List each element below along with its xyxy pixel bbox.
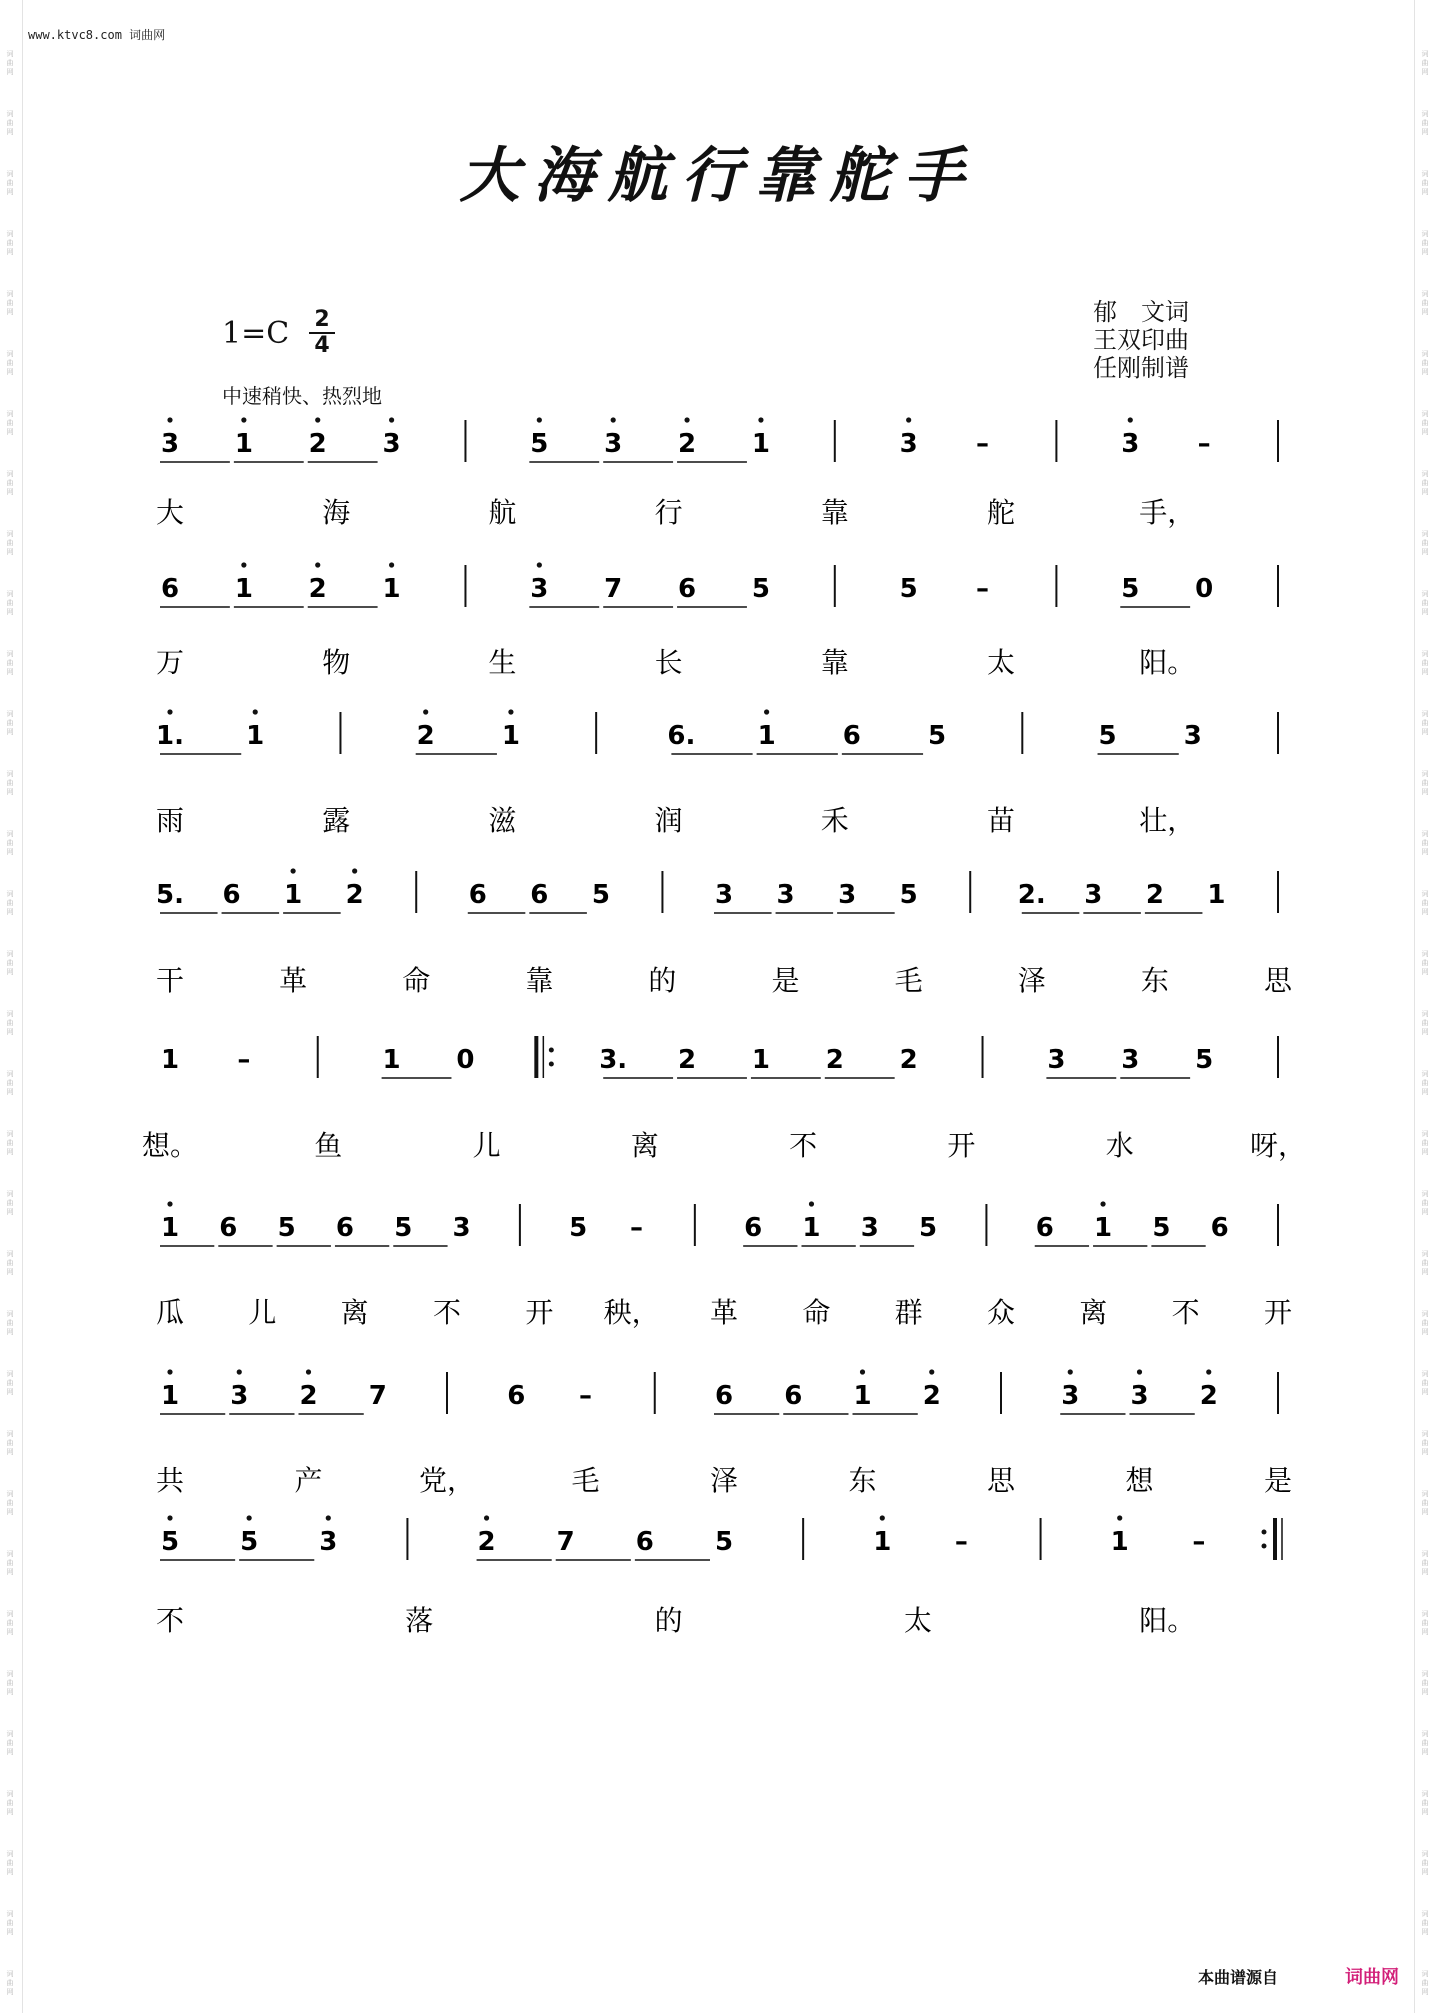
note: 6 [678,574,697,604]
watermark-text: 词 曲 网 [6,350,14,376]
lyric: 海 [322,496,351,529]
watermark-text: 词 曲 网 [6,1490,14,1516]
note: 6 [842,721,861,751]
note: 6 [160,574,180,604]
watermark-text: 词 曲 网 [1421,1430,1429,1456]
lyric: 禾 [820,804,849,837]
note: 2 [477,1527,496,1557]
high-octave-dot [291,868,296,873]
lyric: 产 [294,1464,323,1497]
note: 5 [530,429,549,459]
lyric: 手， [1139,496,1196,529]
watermark-text: 词 曲 网 [6,1970,14,1996]
lyric: 雨 [155,804,185,837]
note: 5 [1195,1045,1214,1075]
watermark-text: 词 曲 网 [6,1070,14,1096]
high-octave-dot [758,417,763,422]
note: 5 [928,721,947,751]
watermark-text: 词 曲 网 [6,950,14,976]
note: 3 [899,429,918,459]
lyric: 航 [488,496,517,529]
note: – [976,574,990,604]
high-octave-dot [315,417,320,422]
note: 5 [714,1527,734,1557]
watermark-text: 词 曲 网 [6,1250,14,1276]
note: 1 [234,429,253,459]
note: 3 [1121,429,1140,459]
watermark-text: 词 曲 网 [1421,1010,1429,1036]
note: 5 [240,1527,259,1557]
watermark-text: 词 曲 网 [6,1430,14,1456]
high-octave-dot [929,1369,934,1374]
note: 3 [452,1213,471,1243]
note: 2 [308,429,327,459]
lyric: 行 [654,496,683,529]
note: 3 [776,880,795,910]
lyric: 儿 [248,1296,277,1329]
high-octave-dot [1137,1369,1142,1374]
watermark-text: 词 曲 网 [6,1730,14,1756]
high-octave-dot [326,1515,331,1520]
note: 7 [604,574,623,604]
watermark-text: 词 曲 网 [6,1550,14,1576]
lyric: 太 [903,1604,932,1637]
high-octave-dot [167,417,172,422]
watermark-text: 词 曲 网 [1421,1910,1429,1936]
lyric: 是 [1263,1464,1293,1497]
lyric: 离 [630,1129,659,1162]
watermark-text: 词 曲 网 [1421,110,1429,136]
watermark-text: 词 曲 网 [1421,1310,1429,1336]
note: 5 [899,574,918,604]
note: 6 [1210,1213,1229,1243]
watermark-text: 词 曲 网 [1421,830,1429,856]
watermark-text: 词 曲 网 [6,110,14,136]
lyric: 党， [418,1464,476,1497]
note: 5 [277,1213,296,1243]
lyric: 舵 [986,496,1016,529]
note: 2 [308,574,327,604]
note: 6 [635,1527,654,1557]
note: 5 [569,1213,588,1243]
watermark-text: 词 曲 网 [1421,290,1429,316]
note: – [630,1213,644,1243]
high-octave-dot [247,1515,252,1520]
high-octave-dot [389,562,394,567]
note: 1 [160,1045,180,1075]
lyric: 阳。 [1139,1604,1196,1637]
lyric: 滋 [488,804,517,837]
watermark-text: 词 曲 网 [1421,1550,1429,1576]
lyric: 大 [155,496,185,529]
lyric: 壮， [1139,804,1196,837]
lyric: 阳。 [1139,646,1196,679]
key-signature: 1=C [222,316,290,351]
note: 1 [1094,1213,1113,1243]
tempo-marking: 中速稍快、热烈地 [222,384,382,408]
lyric: 群 [894,1296,923,1329]
note: 6 [219,1213,238,1243]
watermark-text: 词 曲 网 [1421,710,1429,736]
lyric: 命 [802,1296,831,1329]
lyric: 长 [654,646,683,679]
watermark-text: 词 曲 网 [1421,1370,1429,1396]
note: 3. [599,1045,628,1075]
note: 2 [899,1045,918,1075]
lyric: 靠 [820,646,849,679]
note: 5 [1098,721,1117,751]
note: 3 [860,1213,879,1243]
watermark-text: 词 曲 网 [1421,1190,1429,1216]
high-octave-dot [167,1201,172,1206]
time-top: 2 [314,307,330,332]
note: 1 [751,1045,770,1075]
lyric: 落 [405,1604,434,1637]
high-octave-dot [241,417,246,422]
watermark-text: 词 曲 网 [6,170,14,196]
note: 3 [1084,880,1103,910]
lyric: 干 [155,964,185,997]
high-octave-dot [906,417,911,422]
note: 1 [853,1381,872,1411]
note: 6 [744,1213,763,1243]
watermark-text: 词 曲 网 [6,890,14,916]
note: 1 [382,574,401,604]
lyric: 生 [488,646,517,679]
note: 3 [160,429,180,459]
watermark-text: 词 曲 网 [1421,1730,1429,1756]
note: 3 [1061,1381,1080,1411]
note: 2 [299,1381,318,1411]
lyric: 苗 [986,804,1016,837]
note: 3 [530,574,549,604]
high-octave-dot [306,1369,311,1374]
watermark-text: 词 曲 网 [1421,1790,1429,1816]
note: 7 [556,1527,575,1557]
note: 5 [591,880,610,910]
site-url: www.ktvc8.com 词曲网 [28,28,166,42]
lyric: 是 [771,964,800,997]
note: – [1197,429,1211,459]
high-octave-dot [1068,1369,1073,1374]
high-octave-dot [1100,1201,1105,1206]
footer-source: 本曲谱源自 [1198,1968,1279,1987]
lyric: 泽 [709,1464,739,1497]
watermark-text: 词 曲 网 [1421,1490,1429,1516]
high-octave-dot [508,709,513,714]
watermark-text: 词 曲 网 [1421,1130,1429,1156]
note: 1 [757,721,776,751]
watermark-text: 词 曲 网 [6,830,14,856]
note: – [237,1045,251,1075]
lyric: 众 [986,1296,1016,1329]
note: 3 [1130,1381,1149,1411]
note: 1 [160,1213,180,1243]
note: 6 [222,880,241,910]
watermark-text: 词 曲 网 [6,230,14,256]
note: 3 [1121,1045,1140,1075]
note: 3 [714,880,734,910]
note: – [579,1381,592,1411]
footer-logo: 词曲网 [1345,1967,1399,1988]
watermark-text: 词 曲 网 [1421,230,1429,256]
note: 1 [873,1527,892,1557]
lyric: 不 [155,1604,185,1637]
lyric: 不 [1171,1296,1200,1329]
lyric: 思 [1263,964,1293,997]
watermark-text: 词 曲 网 [1421,1850,1429,1876]
note: 5 [919,1213,938,1243]
note: 2 [1199,1381,1218,1411]
note: 6 [468,880,487,910]
lyric: 东 [1140,964,1169,997]
high-octave-dot [537,417,542,422]
watermark-text: 词 曲 网 [6,290,14,316]
note: 0 [456,1045,475,1075]
lyric: 开 [525,1296,554,1329]
note: 2 [922,1381,941,1411]
lyric: 靠 [820,496,849,529]
note: 3 [382,429,401,459]
lyric: 东 [848,1464,877,1497]
song-title: 大海航行靠舵手 [459,141,978,211]
high-octave-dot [484,1515,489,1520]
watermark-text: 词 曲 网 [1421,470,1429,496]
note: 3 [230,1381,249,1411]
lyric: 革 [279,964,308,997]
note: 6 [1035,1213,1054,1243]
lyric: 靠 [525,964,554,997]
lyric: 露 [322,804,351,837]
watermark-text: 词 曲 网 [6,770,14,796]
lyric: 革 [709,1296,739,1329]
high-octave-dot [860,1369,865,1374]
lyric: 开 [947,1129,976,1162]
lyric: 呀， [1249,1129,1307,1162]
watermark-text: 词 曲 网 [6,1910,14,1936]
lyric: 万 [155,646,185,679]
note: 3 [1047,1045,1066,1075]
note: – [1192,1527,1206,1557]
watermark-text: 词 曲 网 [6,470,14,496]
high-octave-dot [167,1515,172,1520]
note: 5 [751,574,770,604]
watermark-text: 词 曲 网 [1421,590,1429,616]
composer: 王双印曲 [1093,326,1189,354]
lyric: 的 [648,964,677,997]
watermark-text: 词 曲 网 [1421,350,1429,376]
watermark-text: 词 曲 网 [1421,530,1429,556]
note: 1 [1110,1527,1129,1557]
note: 6 [784,1381,803,1411]
lyricist: 郁 文词 [1093,298,1189,326]
high-octave-dot [315,562,320,567]
note: 1 [802,1213,821,1243]
watermark-text: 词 曲 网 [6,710,14,736]
lyric: 瓜 [155,1296,185,1329]
note: 3 [1183,721,1202,751]
high-octave-dot [809,1201,814,1206]
note: 1 [751,429,770,459]
high-octave-dot [241,562,246,567]
lyric: 的 [654,1604,683,1637]
high-octave-dot [611,417,616,422]
note: 3 [319,1527,338,1557]
lyric: 共 [155,1464,185,1497]
watermark-text: 词 曲 网 [6,1790,14,1816]
note: 6. [667,721,696,751]
lyric: 开 [1263,1296,1293,1329]
watermark-text: 词 曲 网 [6,410,14,436]
note: 2 [416,721,435,751]
watermark-text: 词 曲 网 [6,1370,14,1396]
note: 1 [284,880,303,910]
lyric: 太 [986,646,1016,679]
note: 2. [1017,880,1046,910]
watermark-text: 词 曲 网 [1421,410,1429,436]
note: 6 [507,1381,526,1411]
watermark-text: 词 曲 网 [6,1310,14,1336]
high-octave-dot [1206,1369,1211,1374]
lyric: 物 [322,646,351,679]
watermark-text: 词 曲 网 [6,1670,14,1696]
watermark-text: 词 曲 网 [1421,1250,1429,1276]
lyric: 不 [789,1129,818,1162]
watermark-text: 词 曲 网 [6,530,14,556]
lyric: 离 [1079,1296,1108,1329]
high-octave-dot [167,709,172,714]
watermark-text: 词 曲 网 [1421,650,1429,676]
lyric: 儿 [472,1129,501,1162]
watermark-text: 词 曲 网 [6,1610,14,1636]
high-octave-dot [389,417,394,422]
note: 6 [335,1213,354,1243]
lyric: 毛 [571,1464,600,1497]
high-octave-dot [684,417,689,422]
watermark-text: 词 曲 网 [6,1130,14,1156]
high-octave-dot [167,1369,172,1374]
lyric: 想。 [141,1129,199,1162]
high-octave-dot [1128,417,1133,422]
note: 6 [530,880,549,910]
note: 5 [899,880,918,910]
note: 1 [382,1045,401,1075]
high-octave-dot [880,1515,885,1520]
note: 1 [1207,880,1226,910]
note: – [954,1527,968,1557]
high-octave-dot [423,709,428,714]
watermark-text: 词 曲 网 [1421,1970,1429,1996]
watermark-text: 词 曲 网 [6,1190,14,1216]
lyric: 泽 [1017,964,1046,997]
note: 3 [604,429,623,459]
lyric: 思 [986,1464,1016,1497]
lyric: 毛 [894,964,923,997]
watermark-text: 词 曲 网 [6,590,14,616]
note: 5. [156,880,184,910]
high-octave-dot [537,562,542,567]
high-octave-dot [764,709,769,714]
watermark-text: 词 曲 网 [1421,770,1429,796]
watermark-text: 词 曲 网 [1421,170,1429,196]
note: 1 [501,721,520,751]
note: 1 [160,1381,180,1411]
high-octave-dot [1117,1515,1122,1520]
watermark-text: 词 曲 网 [1421,950,1429,976]
time-bottom: 4 [314,333,330,358]
lyric: 润 [654,804,683,837]
note: 0 [1195,574,1214,604]
note: 1. [156,721,184,751]
high-octave-dot [352,868,357,873]
watermark-text: 词 曲 网 [6,650,14,676]
lyric: 命 [402,964,431,997]
watermark-text: 词 曲 网 [1421,1670,1429,1696]
note: 5 [1121,574,1140,604]
high-octave-dot [253,709,258,714]
lyric: 秧， [603,1296,660,1329]
note: 6 [714,1381,734,1411]
note: – [976,429,990,459]
watermark-text: 词 曲 网 [1421,50,1429,76]
note: 5 [160,1527,180,1557]
note: 2 [345,880,364,910]
high-octave-dot [237,1369,242,1374]
watermark-text: 词 曲 网 [1421,890,1429,916]
watermark-text: 词 曲 网 [6,1010,14,1036]
watermark-text: 词 曲 网 [1421,1610,1429,1636]
lyric: 鱼 [314,1129,343,1162]
watermark-text: 词 曲 网 [6,50,14,76]
lyric: 离 [340,1296,369,1329]
note: 2 [1145,880,1164,910]
repeat-dot [1262,1530,1267,1535]
note: 2 [678,1045,697,1075]
note: 2 [678,429,697,459]
note: 3 [838,880,857,910]
note: 5 [394,1213,413,1243]
watermark-text: 词 曲 网 [6,1850,14,1876]
engraver: 任刚制谱 [1093,354,1189,382]
note: 1 [246,721,265,751]
lyric: 不 [432,1296,462,1329]
watermark-text: 词 曲 网 [1421,1070,1429,1096]
repeat-dot [1262,1544,1267,1549]
note: 1 [234,574,253,604]
note: 7 [368,1381,387,1411]
lyric: 想 [1125,1464,1154,1497]
lyric: 水 [1105,1129,1134,1162]
note: 2 [825,1045,844,1075]
note: 5 [1152,1213,1171,1243]
repeat-dot [549,1062,554,1067]
repeat-dot [549,1048,554,1053]
